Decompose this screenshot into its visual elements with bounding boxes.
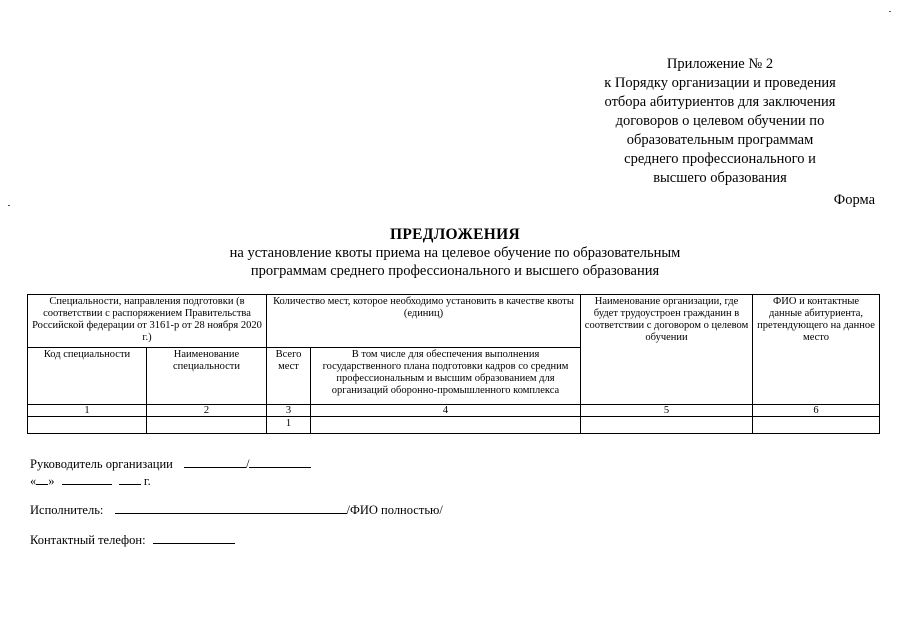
appendix-line: Приложение № 2 bbox=[666, 56, 774, 72]
head-name-blank bbox=[249, 457, 311, 468]
column-number: 3 bbox=[267, 405, 311, 417]
day-blank bbox=[36, 474, 48, 485]
table-cell: 1 bbox=[267, 417, 311, 434]
appendix-header bbox=[570, 55, 870, 188]
column-number-row bbox=[28, 405, 880, 417]
table-cell bbox=[147, 417, 267, 434]
header-name: Наименование специальности bbox=[147, 348, 267, 405]
column-number: 6 bbox=[753, 405, 880, 417]
date-open-quote: « bbox=[30, 474, 37, 488]
phone-label: Контактный телефон: bbox=[30, 533, 146, 547]
table-cell bbox=[311, 417, 581, 434]
head-signature-blank bbox=[184, 457, 246, 468]
header-specialties: Специальности, направления подготовки (в соответствии с распоряжением Правительства Российской федерации от 3161-р от 28 ноября 2020 г.) bbox=[28, 295, 267, 348]
table-cell bbox=[753, 417, 880, 434]
date-line bbox=[30, 474, 151, 489]
year-suffix: г. bbox=[143, 474, 151, 488]
table-cell bbox=[28, 417, 147, 434]
phone-blank bbox=[153, 533, 235, 544]
form-label: Форма bbox=[833, 192, 875, 208]
appendix-line: образовательным программам bbox=[626, 132, 814, 148]
table-row bbox=[28, 417, 880, 434]
executor-line bbox=[30, 503, 443, 518]
column-number: 2 bbox=[147, 405, 267, 417]
signature-slash: / bbox=[245, 457, 250, 471]
appendix-line: среднего профессионального и bbox=[624, 151, 816, 167]
date-close-quote: » bbox=[48, 474, 55, 488]
table-header-row bbox=[28, 295, 880, 348]
scan-speck bbox=[8, 205, 10, 206]
header-applicant: ФИО и контактные данные абитуриента, претендующего на данное место bbox=[753, 295, 880, 405]
executor-label: Исполнитель: bbox=[30, 503, 104, 517]
column-number: 1 bbox=[28, 405, 147, 417]
quota-table bbox=[27, 294, 880, 434]
appendix-line: отбора абитуриентов для заключения bbox=[604, 94, 836, 110]
header-organization: Наименование организации, где будет трудоустроен гражданин в соответствии с договором о целевом обучении bbox=[581, 295, 753, 405]
document-title-block bbox=[150, 226, 760, 280]
header-places-count: Количество мест, которое необходимо установить в качестве квоты (единиц) bbox=[267, 295, 581, 348]
document-subtitle-line: на установление квоты приема на целевое обучение по образовательным bbox=[229, 245, 681, 261]
column-number: 4 bbox=[311, 405, 581, 417]
year-blank bbox=[119, 474, 141, 485]
header-total: Всего мест bbox=[267, 348, 311, 405]
column-number: 5 bbox=[581, 405, 753, 417]
header-including: В том числе для обеспечения выполнения государственного плана подготовки кадров со средним профессиональным и высшим образованием для организаций оборонно-промышленного комплекса bbox=[311, 348, 581, 405]
head-signature-line bbox=[30, 457, 311, 472]
phone-line bbox=[30, 533, 235, 548]
executor-suffix: /ФИО полностью/ bbox=[346, 503, 443, 517]
appendix-line: высшего образования bbox=[653, 170, 787, 186]
appendix-line: к Порядку организации и проведения bbox=[604, 75, 836, 91]
appendix-line: договоров о целевом обучении по bbox=[615, 113, 825, 129]
header-code: Код специальности bbox=[28, 348, 147, 405]
head-label: Руководитель организации bbox=[30, 457, 173, 471]
document-title: ПРЕДЛОЖЕНИЯ bbox=[389, 226, 521, 243]
executor-blank bbox=[115, 503, 347, 514]
table-cell bbox=[581, 417, 753, 434]
scan-speck bbox=[889, 11, 891, 12]
document-subtitle-line: программам среднего профессионального и высшего образования bbox=[250, 263, 660, 279]
month-blank bbox=[62, 474, 112, 485]
